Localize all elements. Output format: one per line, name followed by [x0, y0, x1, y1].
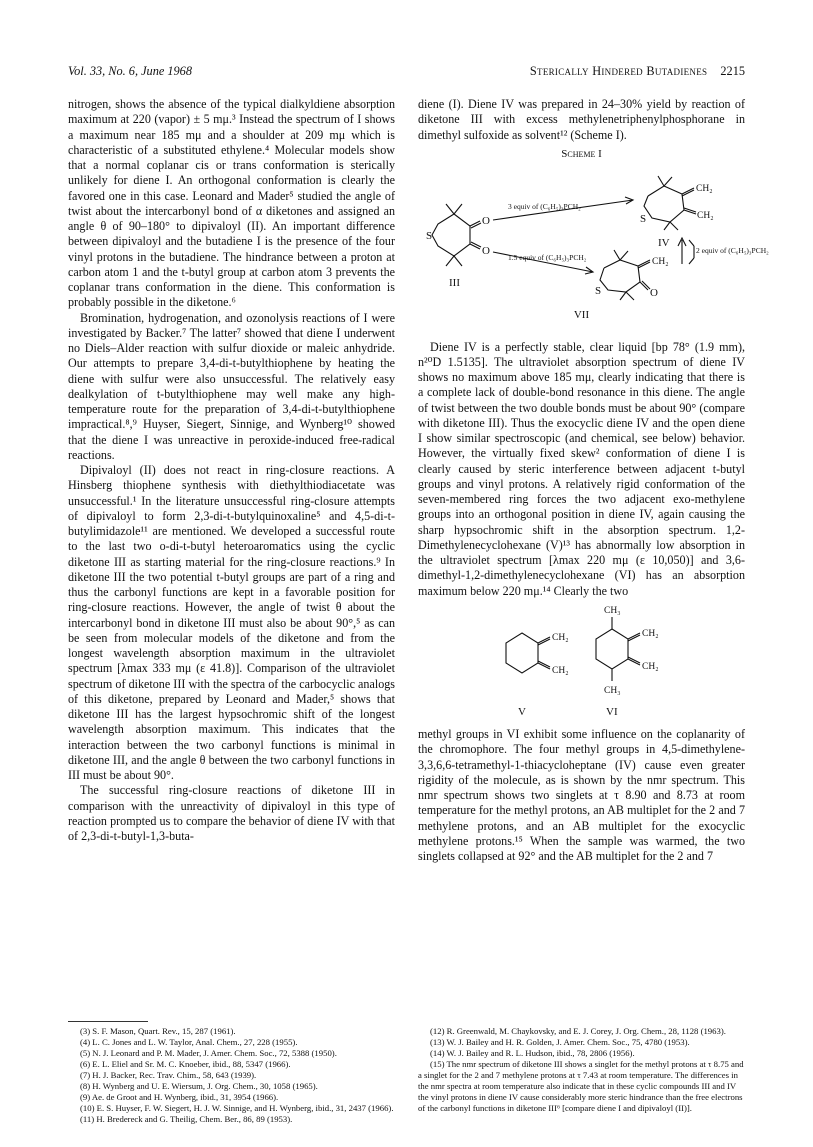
- left-column: [68, 97, 395, 844]
- ring-vii: [600, 260, 640, 292]
- right-column-mid-text: [418, 340, 745, 599]
- label-vii: VII: [573, 309, 590, 322]
- ch2-v-bottom: CH₂: [552, 665, 569, 676]
- atom-s-vii: S: [595, 285, 602, 297]
- ch3-vi-bottom: CH₃: [604, 685, 621, 696]
- scheme-i-diagram: [418, 164, 769, 302]
- running-header-right: [530, 64, 745, 79]
- right-column-bottom-text: [418, 727, 745, 864]
- running-header-left: Vol. 33, No. 6, June 1968: [68, 64, 192, 78]
- atom-s-iii: S: [426, 230, 433, 242]
- ring-iii: [432, 214, 470, 256]
- ring-v: [506, 633, 538, 673]
- footnote: (8) H. Wynberg and U. E. Wiersum, J. Org. Chem., 30, 1058 (1965).: [80, 1081, 318, 1091]
- footnote: (9) Ae. de Groot and H. Wynberg, ibid., 31, 3954 (1966).: [80, 1092, 279, 1102]
- footnote: (7) H. J. Backer, Rec. Trav. Chim., 58, 643 (1939).: [80, 1070, 257, 1080]
- label-vi: VI: [606, 705, 618, 718]
- ch3-vi-top: CH₃: [604, 605, 621, 616]
- footnotes-left: [68, 1026, 395, 1125]
- ch2-iv-top: CH₂: [696, 184, 713, 194]
- ring-iv: [644, 186, 684, 222]
- ch2-vi-bottom: CH₂: [642, 661, 659, 672]
- structures-v-vi: [418, 599, 745, 723]
- footnote: (4) L. C. Jones and L. W. Taylor, Anal. Chem., 27, 228 (1955).: [80, 1037, 298, 1047]
- footnote: (13) W. J. Bailey and H. R. Golden, J. Amer. Chem. Soc., 75, 4780 (1953).: [430, 1037, 690, 1047]
- ch2-vii: CH₂: [652, 257, 669, 267]
- label-iii: III: [449, 277, 460, 289]
- footnote: (3) S. F. Mason, Quart. Rev., 15, 287 (1961).: [80, 1026, 236, 1036]
- right-column-top-text: [418, 97, 745, 143]
- page-number: 2215: [720, 64, 745, 78]
- paragraph: Diene IV is a perfectly stable, clear liquid [bp 78° (1.9 mm), n²⁰D 1.5135]. The ultraviolet absorption spectrum of diene IV shows no maximum above 185 mμ, clearly indicating that there is a complete lack of double-bond resonance in this diene. The angle of twist between the two double bonds must be about 90° (compare with diketone III). Thus the exocyclic diene IV and the open diene I show similar spectroscopic (and chemical, see below) behavior. However, the virtually fixed skew² conformation of diene I is clearly caused by steric interference between adjacent t-butyl groups and vinyl protons. A relatively rigid conformation of the seven-membered ring forces the two adjacent exo-methylene groups into an orthogonal position in diene IV, again causing the sharp hypsochromic shift in the absorption spectrum. 1,2-Dimethylenecyclohexane (V)¹³ has abnormally low absorption in the ultraviolet spectrum [λmax 220 mμ (ε 10,050)] and 3,6-dimethyl-1,2-dimethylenecyclohexane (VI) has an absorption maximum below 220 mμ.¹⁴ Clearly the two: [418, 339, 745, 598]
- arrow-bottom-label: 1.5 equiv of (C₆H₅)₃PCH₂: [508, 253, 587, 262]
- atom-o-vii: O: [650, 287, 658, 299]
- footnote: (5) N. J. Leonard and P. M. Mader, J. Amer. Chem. Soc., 72, 5388 (1950).: [80, 1048, 337, 1058]
- paragraph: Dipivaloyl (II) does not react in ring-closure reactions. A Hinsberg thiophene synthesis with diethylthiodiacetate was unsuccessful.¹ In the literature unsuccessful ring-closure attempts of dipivaloyl to form 2,3-di-t-butylquinoxaline⁵ and 4,5-di-t-butylimidazole¹¹ are mentioned. We developed a successful route to the last two o-di-t-butyl heteroaromatics using the cyclic diketone III as starting material for the ring-closure reactions.⁹ In diketone III the two potential t-butyl groups are part of a ring and thus the carbonyl functions are kept in a favorable position for ring-closure reactions. However, the angle of twist θ about the intercarbonyl bond in diketone III must also be about 90°,⁵ as can be seen from molecular models of the diketone and from the longest wavelength absorption maximum in the ultraviolet spectrum [λmax 333 mμ (ε 41.8)]. Comparison of the ultraviolet spectrum of diketone III with the spectra of the carbocyclic analogs of this diketone, prepared by Leonard and Mader,⁵ shows that diketone III has the largest hypsochromic shift of the longest wavelength absorption maximum. This indicates that the interaction between the two carbonyl functions is minimal in diketone III, and the angle θ between the two carbonyl functions in III must be about 90°.: [68, 463, 395, 782]
- paragraph: The successful ring-closure reactions of diketone III in comparison with the unreactivity of dipivaloyl in this type of reaction prompted us to compare the behavior of diene IV with that of 2,3-di-t-butyl-1,3-buta-: [68, 783, 395, 843]
- footnote: (15) The nmr spectrum of diketone III shows a singlet for the methyl protons at τ 8.75 and a singlet for the 2 and 7 methylene protons at τ 7.43 at room temperature. The differences in the nmr spectra at room temperature also indicate that in these cyclic compounds III and IV the vinyl protons in diene IV cause considerably more steric hindrance than the free electrons of the carbonyl functions in diketone III⁶ [compare diene I and dipivaloyl (II)].: [418, 1059, 744, 1113]
- footnote: (14) W. J. Bailey and R. L. Hudson, ibid., 78, 2806 (1956).: [430, 1048, 635, 1058]
- arrow-side-label: 2 equiv of (C₆H₅)₃PCH₂: [696, 246, 769, 255]
- label-v: V: [518, 705, 526, 718]
- atom-o-iii-top: O: [482, 215, 490, 227]
- arrow-top-label: 3 equiv of (C₆H₅)₃PCH₂: [508, 202, 581, 211]
- footnote: (12) R. Greenwald, M. Chaykovsky, and E. J. Corey, J. Org. Chem., 28, 1128 (1963).: [430, 1026, 726, 1036]
- ch2-iv-bottom: CH₂: [697, 211, 714, 221]
- atom-o-iii-bottom: O: [482, 245, 490, 257]
- paragraph: nitrogen, shows the absence of the typical dialkyldiene absorption maximum at 220 (vapor) ± 5 mμ.³ Instead the spectrum of I shows a maximum near 185 mμ and a shoulder at 209 mμ which is characteristic of a substituted ethylene.⁴ Molecular models show that a normal coplanar cis or trans conformation is sterically unlikely for diene I. An orthogonal conformation is clearly the favored one in this case. Leonard and Mader⁵ studied the angle of twist about the intercarbonyl bond of α diketones and assigned an angle θ of 90–180° to dipivaloyl (II). An important difference between dipivaloyl and the butadiene I is the presence of the four vinyl protons in the butadiene. The hindrance between a proton at carbon atom 1 and the t-butyl group at carbon atom 3 prevents the coplanar trans conformation in the diene. This conformation is probably possible in the diketone.⁶: [68, 97, 395, 310]
- paragraph: methyl groups in VI exhibit some influence on the coplanarity of the chromophore. The four methyl groups in 4,5-dimethylene-3,3,6,6-tetramethyl-1-thiacycloheptane (IV) cause even greater rigidity of the molecule, as is shown by the nmr spectrum. This nmr spectrum shows two singlets at τ 8.90 and 8.73 at room temperature for the methyl protons, an AB multiplet for the 2 and 7 methylene protons, and an AB multiplet for the exocyclic methylene protons.¹⁵ When the sample was warmed, the two singlets collapsed at 92° and the AB multiplet for the 2 and 7: [418, 727, 745, 863]
- running-title: Sterically Hindered Butadienes: [529, 64, 708, 78]
- footnotes-right: [418, 1026, 745, 1114]
- footnote: (6) E. L. Eliel and Sr. M. C. Knoeber, ibid., 88, 5347 (1966).: [80, 1059, 291, 1069]
- ring-vi: [596, 629, 628, 669]
- atom-s-iv: S: [640, 213, 647, 225]
- paragraph: Bromination, hydrogenation, and ozonolysis reactions of I were investigated by Backer.⁷ The latter⁷ showed that diene I underwent no Diels–Alder reaction with sulfur dioxide or maleic anhydride. Our attempts to prepare 3,4-di-t-butylthiophene by heating the diene with sulfur were also unsuccessful. The relatively easy dealkylation of t-butylthiophene may well make any high-temperature route for the preparation of 3,4-di-t-butylthiophene impractical.⁸,⁹ Huyser, Siegert, Sinnige, and Wynberg¹⁰ showed that the diene I was unreactive in peroxide-induced free-radical reactions.: [68, 310, 395, 462]
- footnote-rule: [68, 1021, 148, 1022]
- footnote: (10) E. S. Huyser, F. W. Siegert, H. J. W. Sinnige, and H. Wynberg, ibid., 31, 2437 (1966).: [80, 1103, 394, 1113]
- footnote: (11) H. Bredereck and G. Theilig, Chem. Ber., 86, 89 (1953).: [80, 1114, 293, 1124]
- paragraph: diene (I). Diene IV was prepared in 24–30% yield by reaction of diketone III with excess methylenetriphenylphosphorane in dimethyl sulfoxide as solvent¹² (Scheme I).: [418, 97, 745, 142]
- ch2-v-top: CH₂: [552, 632, 569, 643]
- ch2-vi-top: CH₂: [642, 628, 659, 639]
- label-iv: IV: [658, 237, 670, 249]
- right-column: [418, 97, 769, 864]
- scheme-title: Scheme I: [561, 147, 602, 160]
